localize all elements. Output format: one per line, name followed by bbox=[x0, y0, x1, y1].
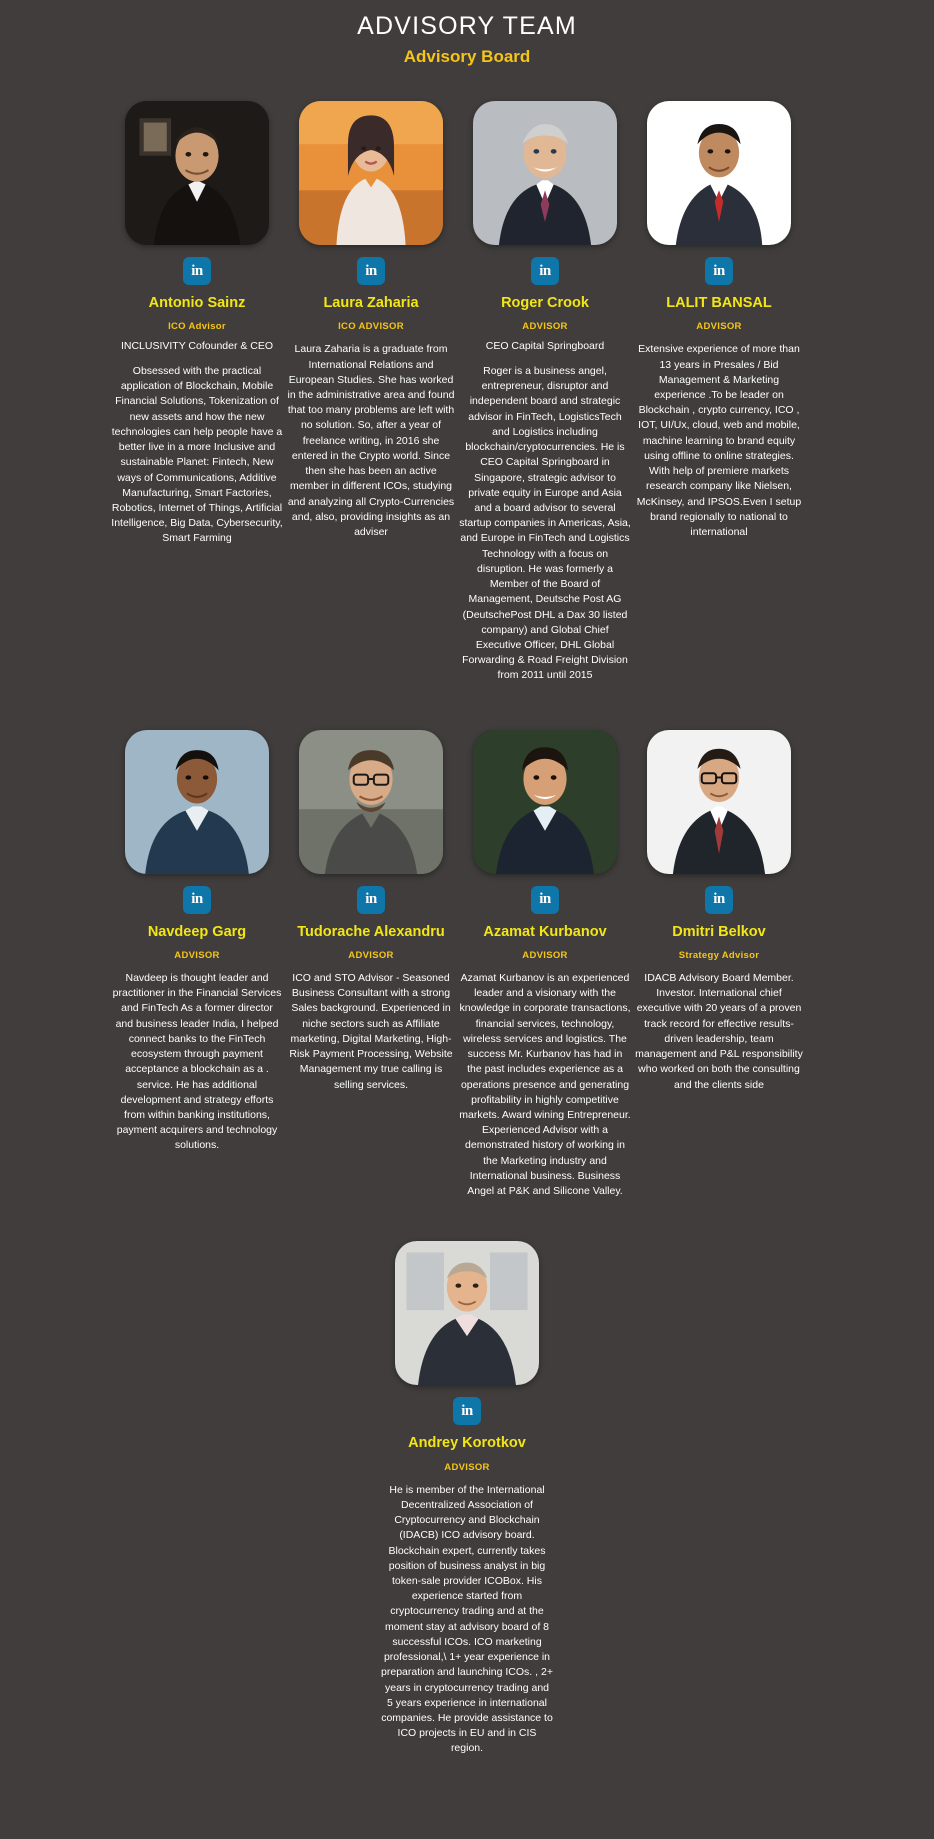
advisor-name: Laura Zaharia bbox=[323, 295, 419, 311]
avatar bbox=[473, 101, 617, 245]
portrait-antonio-sainz bbox=[125, 101, 269, 245]
avatar bbox=[647, 101, 791, 245]
advisors-row-3 bbox=[110, 1241, 824, 1798]
advisor-bio: Navdeep is thought leader and practitioner in the Financial Services and FinTech As a former director and business leader India, I helped connect banks to the FinTech ecosystem through payment acceptance a blockchain as a . service. He has additional development and strategy efforts from within banking institutions, payment acquirers and technology solutions. bbox=[112, 972, 282, 1152]
advisor-name: Navdeep Garg bbox=[147, 923, 247, 940]
advisor-name: Azamat Kurbanov bbox=[483, 923, 607, 940]
advisor-bio: Azamat Kurbanov is an experienced leader and a visionary with the knowledge in corporate transactions, financial services, technology, wireless services and logistics. The success Mr. Kurbanov has had in the past includes experience as a operations presence and generating profitability in highly competitive markets. Award wining Entrepreneur. Experienced Advisor with a demonstrated history of working in the Marketing industry and International business. Business Angel at P&K and Silicone Valley. bbox=[459, 972, 631, 1198]
page-title: ADVISORY TEAM bbox=[357, 12, 577, 40]
portrait-azamat-kurbanov bbox=[473, 730, 617, 874]
advisor-card bbox=[284, 730, 458, 1200]
avatar bbox=[299, 101, 443, 245]
advisor-role: ADVISOR bbox=[348, 950, 394, 962]
portrait-dmitri-belkov bbox=[647, 730, 791, 874]
advisor-role: ICO Advisor bbox=[168, 321, 226, 333]
advisor-name: Dmitri Belkov bbox=[672, 923, 766, 940]
advisor-subrole: CEO Capital Springboard bbox=[485, 340, 605, 353]
advisor-role: ICO ADVISOR bbox=[338, 321, 404, 333]
linkedin-icon[interactable]: in bbox=[357, 886, 385, 914]
avatar bbox=[647, 730, 791, 874]
page-subtitle: Advisory Board bbox=[403, 47, 531, 66]
advisor-card bbox=[380, 1241, 554, 1756]
advisor-bio: ICO and STO Advisor - Seasoned Business Consultant with a strong Sales background. Experienced in niche sectors such as Affiliate marketing, Digital Marketing, High-Risk Payment Processing, Website Management my true calling is selling services. bbox=[289, 972, 453, 1091]
advisor-card bbox=[458, 101, 632, 684]
linkedin-icon[interactable]: in bbox=[705, 886, 733, 914]
advisor-role: ADVISOR bbox=[696, 321, 742, 333]
portrait-tudorache-alexandru bbox=[299, 730, 443, 874]
advisor-bio: IDACB Advisory Board Member. Investor. International chief executive with 20 years of a proven track record for effective results-driven leadership, team management and P&L responsibility who worked on both the consulting and the clients side bbox=[635, 972, 803, 1091]
linkedin-icon[interactable]: in bbox=[705, 257, 733, 285]
advisors-grid bbox=[0, 101, 934, 1799]
avatar bbox=[125, 730, 269, 874]
portrait-lalit-bansal bbox=[647, 101, 791, 245]
portrait-laura-zaharia bbox=[299, 101, 443, 245]
advisors-row-2 bbox=[110, 730, 824, 1242]
advisor-role: ADVISOR bbox=[522, 950, 568, 962]
advisor-name: Tudorache Alexandru bbox=[297, 923, 445, 940]
linkedin-icon[interactable]: in bbox=[357, 257, 385, 285]
advisor-subrole: INCLUSIVITY Cofounder & CEO bbox=[120, 340, 274, 353]
avatar bbox=[473, 730, 617, 874]
advisor-role: ADVISOR bbox=[444, 1461, 490, 1473]
portrait-navdeep-garg bbox=[125, 730, 269, 874]
advisor-card bbox=[632, 730, 806, 1200]
linkedin-icon[interactable]: in bbox=[453, 1397, 481, 1425]
advisor-card bbox=[458, 730, 632, 1200]
advisor-bio: Extensive experience of more than 13 years in Presales / Bid Management & Marketing experience .To be leader on Blockchain , crypto currency, ICO , IOT, UI/Ux, cloud, web and mobile, machine learning to brand equity using offline to online strategies. With help of premiere markets research company like Nielsen, McKinsey, and IPSOS.Even I setup brand regionally to national to international bbox=[636, 343, 802, 539]
advisor-card bbox=[110, 101, 284, 684]
advisor-name: Roger Crook bbox=[501, 295, 589, 311]
advisor-role: Strategy Advisor bbox=[678, 950, 760, 962]
advisor-bio: Obsessed with the practical application of Blockchain, Mobile Financial Solutions, Tokenization of new assets and how the new technologies can help people have a better live in a more Inclusive and sustainable Planet: Fintech, New ways of Communications, Additive Manufacturing, Smart Factories, Robotics, Internet of Things, Artificial Intelligence, Big Data, Cybersecurity, Smart Farming bbox=[111, 365, 283, 545]
portrait-andrey-korotkov bbox=[395, 1241, 539, 1385]
advisors-row-1 bbox=[110, 101, 824, 726]
linkedin-icon[interactable]: in bbox=[531, 886, 559, 914]
avatar bbox=[395, 1241, 539, 1385]
advisor-bio: Laura Zaharia is a graduate from International Relations and European Studies. She has worked in the administrative area and found that too many problems are left with no solution. So, after a year of freelance writing, in 2016 she entered in the Crypto world. Since then she has been an active member in different ICOs, studying and analyzing all Crypto-Currencies and, also, providing insights as an adviser bbox=[287, 343, 455, 539]
advisor-bio: He is member of the International Decentralized Association of Cryptocurrency and Blockchain (IDACB) ICO advisory board. Blockchain expert, currently takes position of business analyst in big token-sale provider ICOBox. His experience started from cryptocurrency trading and at the moment stay at advisory board of 8 successful ICOs. ICO marketing professional,\ 1+ year experience in preparation and launching ICOs. , 2+ years in cryptocurrency trading and 5 years experience in international companies. He provide assistance to ICO projects in EU and in CIS region. bbox=[381, 1483, 553, 1755]
advisor-name: Andrey Korotkov bbox=[408, 1435, 526, 1452]
advisor-role: ADVISOR bbox=[174, 950, 220, 962]
avatar bbox=[299, 730, 443, 874]
linkedin-icon[interactable]: in bbox=[531, 257, 559, 285]
advisor-name: Antonio Sainz bbox=[148, 295, 246, 311]
avatar bbox=[125, 101, 269, 245]
linkedin-icon[interactable]: in bbox=[183, 886, 211, 914]
advisor-card bbox=[632, 101, 806, 684]
portrait-roger-crook bbox=[473, 101, 617, 245]
advisor-role: ADVISOR bbox=[522, 321, 568, 333]
advisor-card bbox=[284, 101, 458, 684]
linkedin-icon[interactable]: in bbox=[183, 257, 211, 285]
advisor-bio: Roger is a business angel, entrepreneur, disruptor and independent board and strategic advisor in FinTech, LogisticsTech and Logistics including blockchain/cryptocurrencies. He is CEO Capital Springboard in Singapore, strategic advisor to private equity in Europe and Asia and a board advisor to several startup companies in Americas, Asia, and Europe in FinTech and Logistics Technology with a focus on disruption. He was formerly a Member of the Board of Management, Deutsche Post AG (DeutschePost DHL a Dax 30 listed company) and Global Chief Executive Officer, DHL Global Forwarding & Road Freight Division from 2011 until 2015 bbox=[459, 365, 631, 682]
advisor-name: LALIT BANSAL bbox=[666, 295, 772, 311]
advisor-card bbox=[110, 730, 284, 1200]
